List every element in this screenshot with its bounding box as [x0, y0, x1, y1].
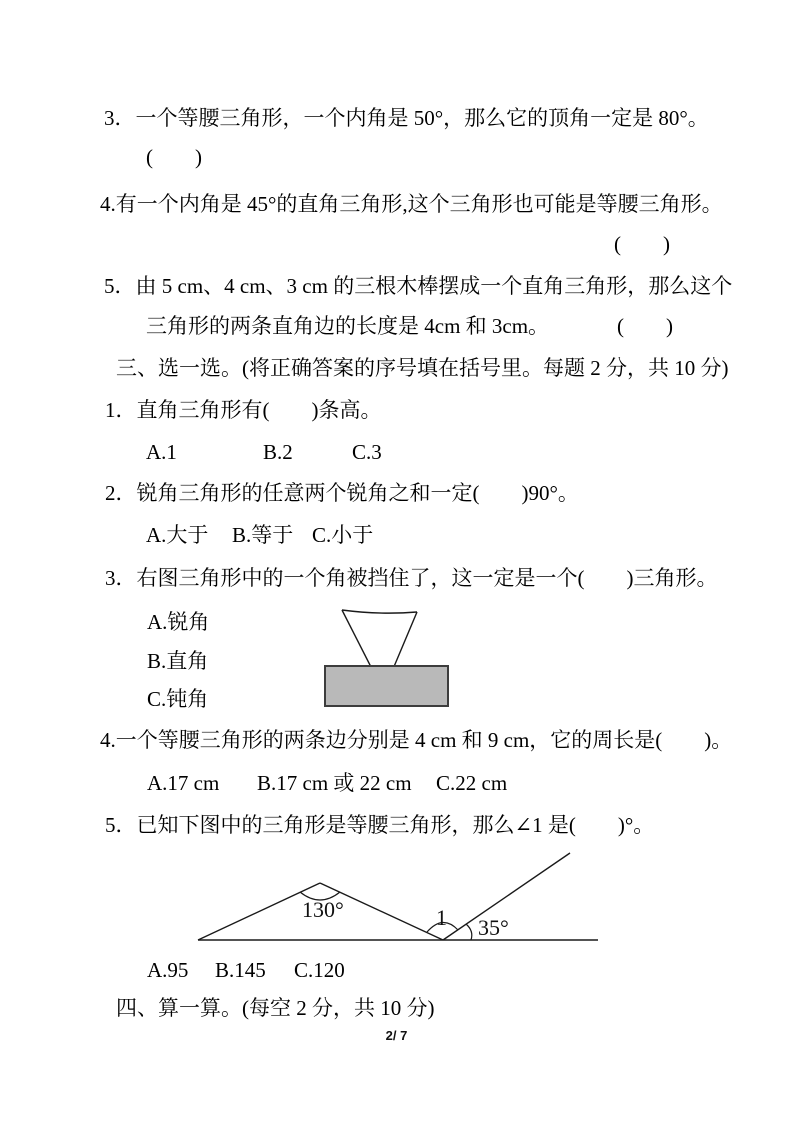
choice-q1-text: 1．直角三角形有( )条高。	[105, 398, 382, 422]
isosceles-angle-diagram	[190, 843, 610, 948]
truefalse-q3-answer-blank: ( )	[146, 145, 202, 169]
angle-one-label: 1	[436, 905, 447, 930]
choice-q2-option-b: B.等于	[232, 523, 294, 547]
page-number: 2/ 7	[385, 1028, 408, 1043]
truefalse-q4-answer-blank: ( )	[614, 232, 670, 256]
truefalse-q5-text-line2: 三角形的两条直角边的长度是 4cm 和 3cm。	[146, 314, 550, 338]
choice-q5-option-c: C.120	[294, 958, 345, 982]
choice-section-title: 三、选一选。(将正确答案的序号填在括号里。每题 2 分，共 10 分)	[116, 356, 729, 380]
choice-q3-text: 3．右图三角形中的一个角被挡住了，这一定是一个( )三角形。	[105, 566, 718, 590]
choice-q1-option-b: B.2	[263, 440, 293, 464]
truefalse-q4-text: 4.有一个内角是 45°的直角三角形,这个三角形也可能是等腰三角形。	[100, 192, 723, 216]
triangle-top-edge	[342, 610, 417, 613]
choice-q2-text: 2．锐角三角形的任意两个锐角之和一定( )90°。	[105, 481, 579, 505]
triangle-right-side	[393, 612, 417, 669]
truefalse-q3-text: 3．一个等腰三角形，一个内角是 50°，那么它的顶角一定是 80°。	[104, 106, 709, 130]
choice-q4-option-a: A.17 cm	[147, 771, 220, 795]
choice-q1-option-c: C.3	[352, 440, 382, 464]
base-angle-arc	[466, 924, 472, 940]
choice-q4-text: 4.一个等腰三角形的两条边分别是 4 cm 和 9 cm，它的周长是( )。	[100, 728, 733, 752]
apex-angle-label: 130°	[302, 897, 344, 922]
choice-q5-option-a: A.95	[147, 958, 189, 982]
choice-q3-option-c: C.钝角	[147, 687, 209, 711]
covered-triangle-diagram	[320, 597, 455, 712]
choice-q2-option-c: C.小于	[312, 523, 374, 547]
cover-rectangle	[325, 666, 448, 706]
truefalse-q5-text-line1: 5．由 5 cm、4 cm、3 cm 的三根木棒摆成一个直角三角形，那么这个	[104, 274, 733, 298]
choice-q5-option-b: B.145	[215, 958, 266, 982]
choice-q5-text: 5．已知下图中的三角形是等腰三角形，那么∠1 是( )°。	[105, 813, 655, 837]
choice-q3-option-a: A.锐角	[147, 610, 210, 634]
triangle-left-side	[342, 610, 372, 669]
choice-q1-option-a: A.1	[146, 440, 177, 464]
choice-q4-option-c: C.22 cm	[436, 771, 508, 795]
truefalse-q5-answer-blank: ( )	[617, 314, 673, 338]
calc-section-title: 四、算一算。(每空 2 分，共 10 分)	[116, 996, 435, 1020]
choice-q4-option-b: B.17 cm 或 22 cm	[257, 771, 412, 795]
choice-q3-option-b: B.直角	[147, 649, 209, 673]
base-angle-label: 35°	[478, 915, 509, 940]
choice-q2-option-a: A.大于	[146, 523, 209, 547]
